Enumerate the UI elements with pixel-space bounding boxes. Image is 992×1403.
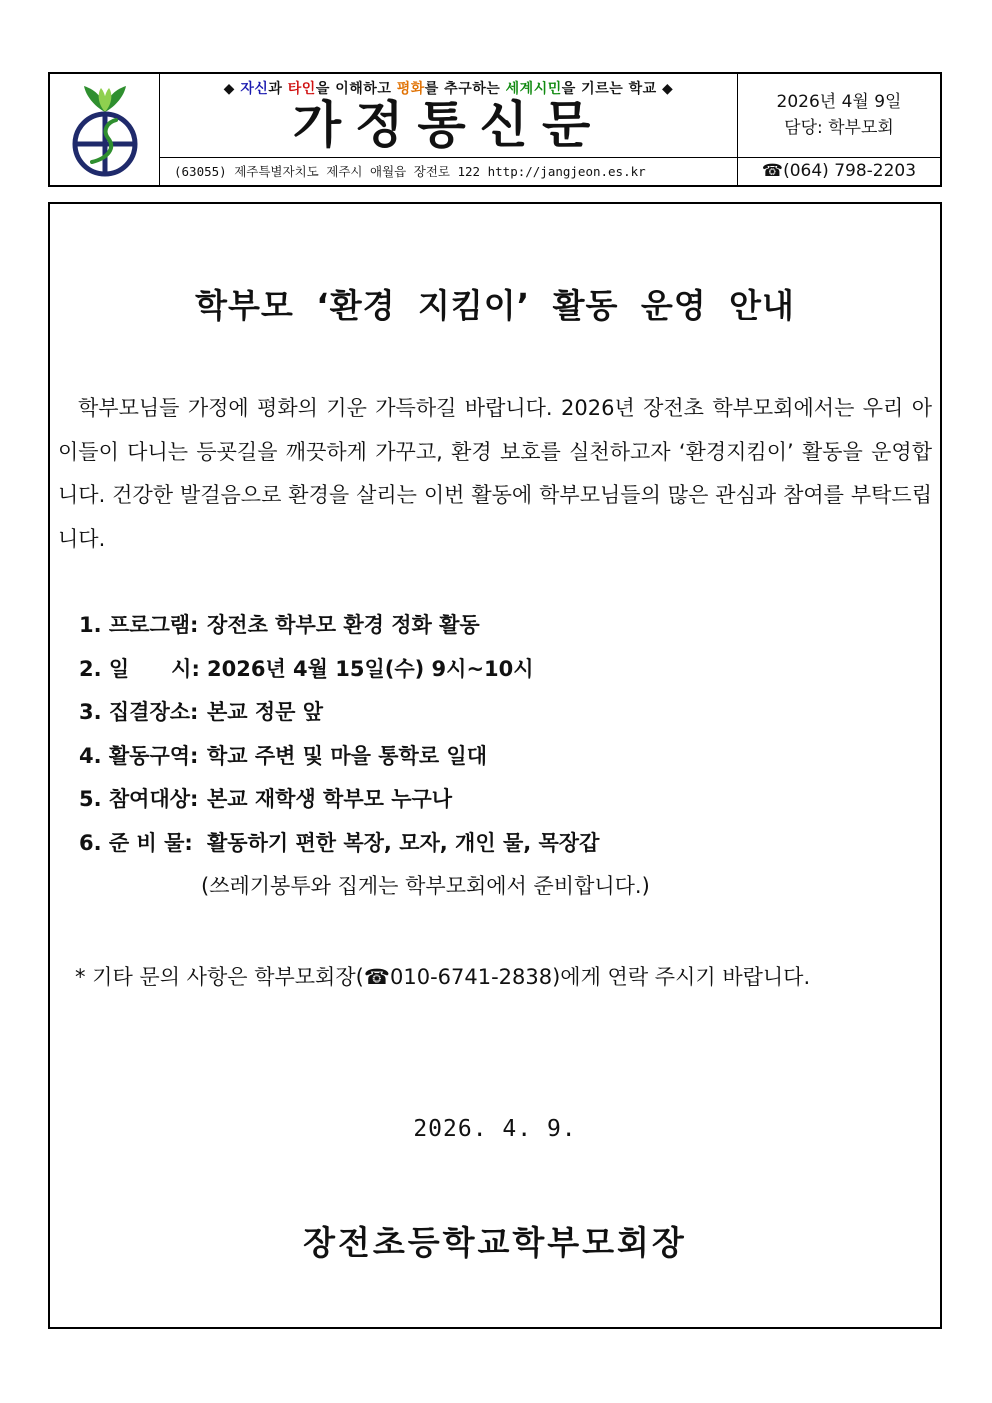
list-item xyxy=(79,822,599,866)
item-value: 장전초 학부모 환경 정화 활동 xyxy=(207,613,480,637)
item-label: 6. 준 비 물: xyxy=(79,830,193,855)
list-item xyxy=(79,691,599,735)
item-value: 학교 주변 및 마을 통학로 일대 xyxy=(207,743,487,768)
supplies-note: (쓰레기봉투와 집게는 학부모회에서 준비합니다.) xyxy=(201,874,650,898)
school-address: (63055) 제주특별자치도 제주시 애월읍 장전로 122 http://jangjeon.es.kr xyxy=(160,158,738,185)
info-list xyxy=(79,604,599,865)
document-date: 2026. 4. 9. xyxy=(413,1116,577,1142)
item-value: 2026년 4월 15일(수) 9시~10시 xyxy=(207,656,534,681)
item-value: 본교 정문 앞 xyxy=(207,700,324,724)
intro-paragraph: 학부모님들 가정에 평화의 기운 가득하길 바랍니다. 2026년 장전초 학부모회에서는 우리 아이들이 다니는 등굣길을 깨끗하게 가꾸고, 환경 보호를 실천하고자 ‘환경지킴이’ 활동을 운영합니다. 건강한 발걸음으로 환경을 살리는 이번 활동에 학부모님들의 많은 관심과 참여를 부탁드립니다. xyxy=(58,396,932,551)
school-emblem-icon xyxy=(64,82,146,178)
newsletter-header xyxy=(48,72,942,187)
notice-body xyxy=(48,202,942,1329)
issue-date: 2026년 4월 9일 xyxy=(776,92,902,112)
item-value: 본교 재학생 학부모 누구나 xyxy=(207,787,453,811)
list-item xyxy=(79,778,599,822)
school-slogan: ◆ 자신과 타인을 이해하고 평화를 추구하는 세계시민을 기르는 학교 ◆ xyxy=(223,81,674,97)
date-author-cell xyxy=(738,74,940,158)
logo-cell xyxy=(50,74,160,185)
item-label: 5. 참여대상: xyxy=(79,787,199,811)
item-label: 2. 일 시: xyxy=(79,656,200,681)
signer-name: 장전초등학교학부모회장 xyxy=(303,1223,687,1262)
school-phone: ☎(064) 798-2203 xyxy=(761,161,917,181)
newsletter-title: 가정통신문 xyxy=(292,96,605,154)
item-label: 4. 활동구역: xyxy=(79,743,199,768)
list-item xyxy=(79,648,599,692)
item-value: 활동하기 편한 복장, 모자, 개인 물, 목장갑 xyxy=(207,830,600,855)
notice-title: 학부모 ‘환경 지킴이’ 활동 운영 안내 xyxy=(195,286,795,325)
diamond-left-icon: ◆ xyxy=(223,81,235,97)
diamond-right-icon: ◆ xyxy=(662,81,674,97)
author: 담당: 학부모회 xyxy=(784,118,894,138)
header-title-cell xyxy=(160,74,738,158)
item-label: 1. 프로그램: xyxy=(79,613,199,637)
list-item xyxy=(79,735,599,779)
item-label: 3. 집결장소: xyxy=(79,700,199,724)
list-item xyxy=(79,604,599,648)
contact-info: * 기타 문의 사항은 학부모회장(☎010-6741-2838)에게 연락 주시기 바랍니다. xyxy=(75,965,811,989)
